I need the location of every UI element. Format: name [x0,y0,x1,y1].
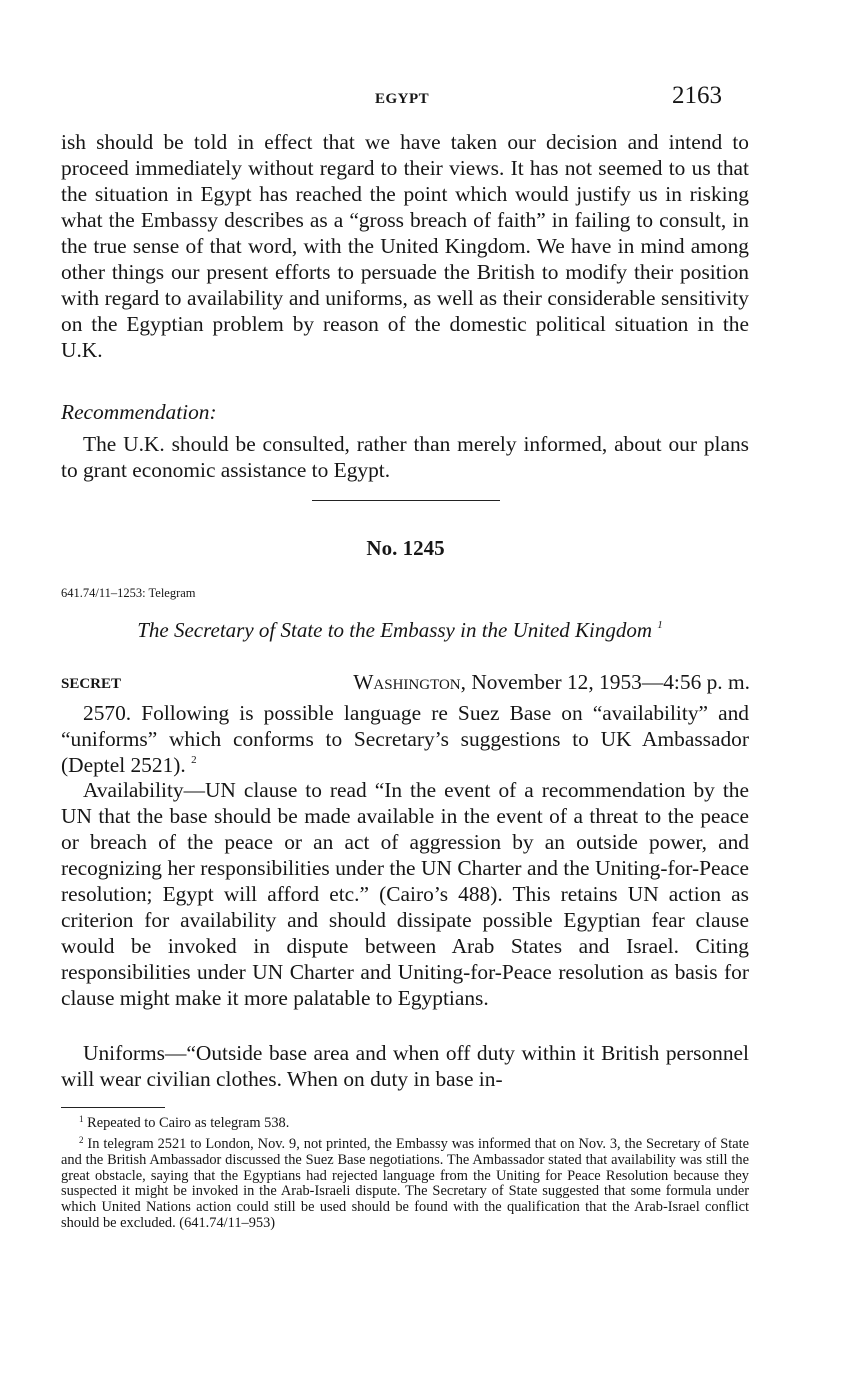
running-header-title: EGYPT [375,91,430,107]
dateline [353,670,750,695]
footnote-1-mark: 1 [79,1114,84,1124]
recommendation-text: The U.K. should be consulted, rather than merely informed, about our plans to grant economic assistance to Egypt. [61,432,749,482]
document-number: No. 1245 [366,536,445,560]
telegram-paragraph-availability: Availability—UN clause to read “In the event of a recommendation by the UN that the base should be made available in the event of a threat to the peace or breach of the peace or an act of aggression by an outside power, and recognizing her responsibilities under the UN Charter and the Uniting-for-Peace resolution; Egypt will afford etc.” (Cairo’s 488). This retains UN action as criterion for availability and should dissipate possible Egyptian fear clause would be invoked in dispute between Arab States and Israel. Citing responsibilities under UN Charter and Uniting-for-Peace resolution as basis for clause might make it more palatable to Egyptians. [61,778,749,1010]
footnote-2 [61,1137,749,1232]
classification-label: SECRET [61,676,122,692]
section-divider [312,500,500,501]
footnote-2-mark: 2 [79,1135,84,1145]
document-title-text: The Secretary of State to the Embassy in the United Kingdom [137,618,653,642]
footnote-divider [61,1107,165,1108]
footnote-ref-2: 2 [191,754,197,766]
dateline-place: Washington, [353,670,466,694]
footnote-1-text: Repeated to Cairo as telegram 538. [87,1115,290,1131]
recommendation-heading: Recommendation: [61,400,217,424]
telegram-paragraph-uniforms: Uniforms—“Outside base area and when off duty within it British personnel will wear civilian clothes. When on duty in base in- [61,1041,749,1091]
footnote-1 [61,1116,749,1132]
continuation-paragraph: ish should be told in effect that we have taken our decision and intend to proceed immediately without regard to their views. It has not seemed to us that the situation in Egypt has reached the point which would justify us in risking what the Embassy describes as a “gross breach of faith” in failing to consult, in the true sense of that word, with the United Kingdom. We have in mind among other things our present efforts to persuade the British to modify their position with regard to availability and uniforms, as well as their considerable sensitivity on the Egyptian problem by reason of the domestic political situation in the U.K. [61,130,749,362]
telegram-paragraph-1 [61,700,749,778]
file-reference: 641.74/11–1253: Telegram [61,586,196,600]
dateline-date: November 12, 1953—4:56 p. m. [471,670,750,694]
telegram-paragraph-1-text: 2570. Following is possible language re Suez Base on “availability” and “uniforms” which conforms to Secretary’s suggestions to UK Ambassador (Deptel 2521). [61,701,749,777]
page-number: 2163 [672,82,722,109]
footnote-2-text: In telegram 2521 to London, Nov. 9, not printed, the Embassy was informed that on Nov. 3, the Secretary of State and the British Ambassador discussed the Suez Base negotiations. The Ambassador stated that availability was still the great obstacle, saying that the Egyptians had rejected language from the Uniting for Peace Resolution because they suspected it might be invoked in the Arab-Israeli dispute. The Secretary of State suggested that some formula under which United Nations action could still be used should be found with the qualification that the Arab-Israel conflict should be excluded. (641.74/11–953) [61,1136,749,1231]
document-title [0,618,800,643]
footnote-ref-1: 1 [657,619,663,631]
